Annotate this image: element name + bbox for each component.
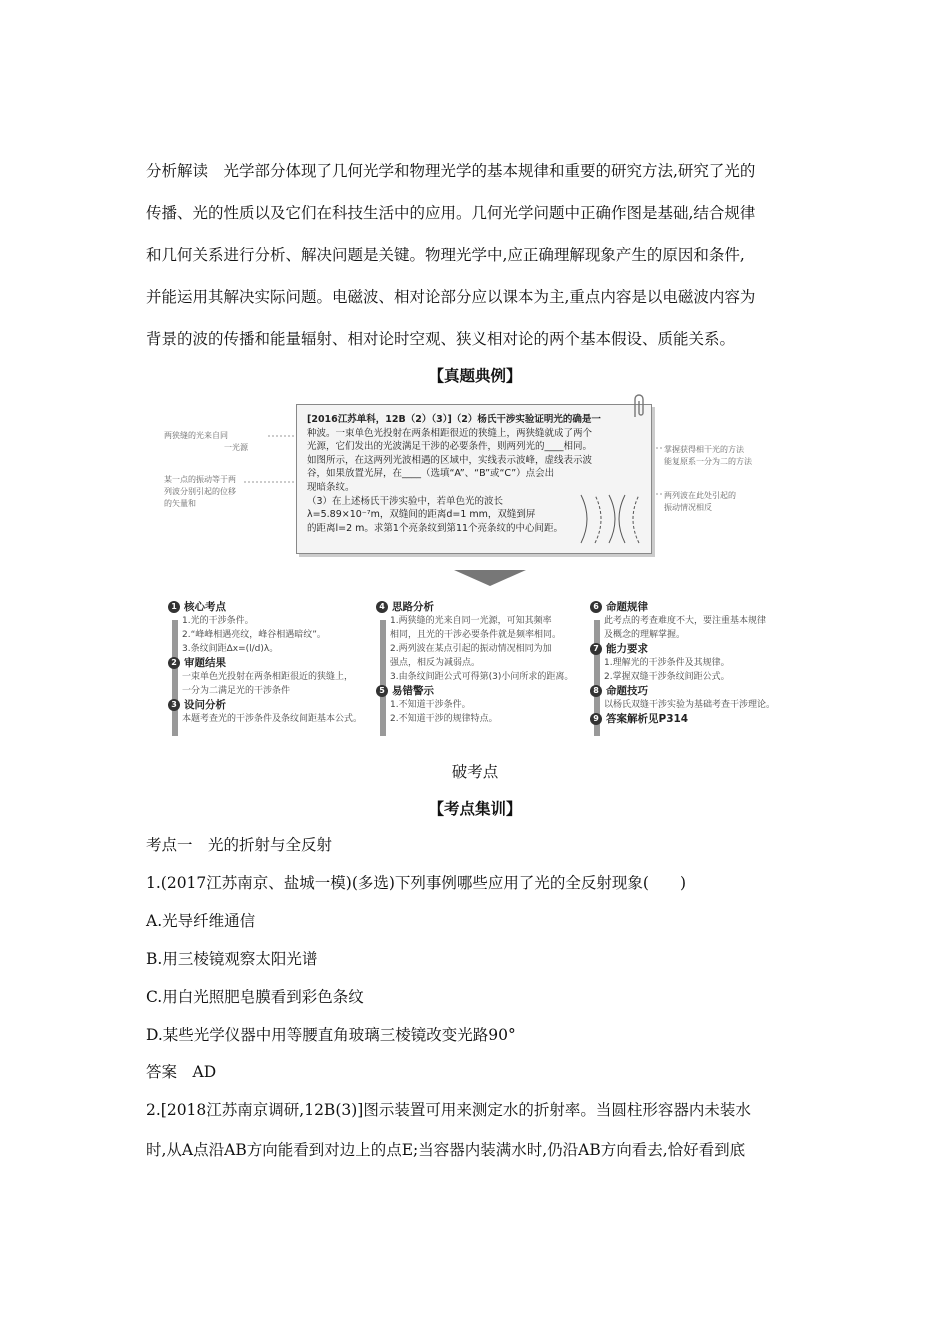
analysis-column-3 [590,600,786,726]
down-arrow-icon [454,570,526,586]
step-heading: 3 设问分析 [168,698,368,712]
step-item: 1.理解光的干涉条件及其规律。 [604,658,730,668]
example-figure [164,388,786,748]
step-heading: 2 审题结果 [168,656,368,670]
step-heading: 4 思路分析 [376,600,586,614]
step-item: 1.两狭缝的光来自同一光源，可知其频率 [390,616,552,626]
step-item: 及概念的理解掌握。 [604,630,686,640]
step-heading: 6 命题规律 [590,600,786,614]
exam-question-card [296,404,652,554]
step-heading: 7 能力要求 [590,642,786,656]
card-line: （3）在上述杨氏干涉实验中，若单色光的波长 [307,495,504,507]
section-heading-pokaodian: 破考点 [451,763,499,781]
analysis-column-1 [168,600,368,726]
step-heading: 8 命题技巧 [590,684,786,698]
card-line: 现暗条纹。 [307,481,355,493]
step-item: 1.不知道干涉条件。 [390,700,471,710]
question-1-answer: 答案 AD [146,1063,217,1081]
card-line: 如图所示，在这两列光波相遇的区域中，实线表示波峰，虚线表示波 [307,454,593,466]
card-line: 光源，它们发出的光波满足干涉的必要条件，则两列光的____相同。 [307,441,593,453]
step-item: 本题考查光的干涉条件及条纹间距基本公式。 [182,714,363,724]
question-2-line: 时,从A点沿AB方向能看到对边上的点E;当容器内装满水时,仍沿AB方向看去,恰好看到底 [146,1141,746,1159]
step-item: 2.两列波在某点引起的振动情况相同为加 [390,644,552,654]
card-line: [2016江苏单科，12B（2）（3）]（2）杨氏干涉实验证明光的确是一 [307,414,601,425]
card-line: λ=5.89×10⁻⁷m，双缝间的距离d=1 mm，双缝到屏 [307,509,536,521]
topic-heading: 考点一 光的折射与全反射 [146,836,333,854]
question-1-stem: 1.(2017江苏南京、盐城一模)(多选)下列事例哪些应用了光的全反射现象( ) [146,874,687,892]
section-heading-jixun: 【考点集训】 [428,799,522,818]
step-item: 2.不知道干涉的规律特点。 [390,714,498,724]
section-heading-zhenti: 【真题典例】 [428,366,522,385]
step-heading: 9 答案解析见P314 [590,712,786,726]
step-item: 以杨氏双缝干涉实验为基础考查干涉理论。 [604,700,776,710]
analysis-line: 分析解读 光学部分体现了几何光学和物理光学的基本规律和重要的研究方法,研究了光的 [146,162,756,180]
step-item: 2.“峰峰相遇亮纹，峰谷相遇暗纹”。 [182,630,326,640]
question-1-option-d: D.某些光学仪器中用等腰直角玻璃三棱镜改变光路90° [146,1026,516,1044]
note-left-2: 某一点的振动等于两 列波分别引起的位移 的矢量和 [164,475,236,508]
question-2-line: 2.[2018江苏南京调研,12B(3)]图示装置可用来测定水的折射率。当圆柱形容器内未装水 [146,1101,751,1119]
question-1-option-c: C.用白光照肥皂膜看到彩色条纹 [146,988,364,1006]
step-item: 一束单色光投射在两条相距很近的狭缝上， [182,672,354,682]
card-line: 的距离l=2 m。求第1个亮条纹到第11个亮条纹的中心间距。 [307,522,564,534]
analysis-line: 和几何关系进行分析、解决问题是关键。物理光学中,应正确理解现象产生的原因和条件, [146,246,745,264]
card-line: 种波。一束单色光投射在两条相距很近的狭缝上，两狭缝就成了两个 [307,427,593,439]
analysis-line: 传播、光的性质以及它们在科技生活中的应用。几何光学问题中正确作图是基础,结合规律 [146,204,756,222]
step-item: 强点，相反为减弱点。 [390,658,481,668]
card-line: 谷，如果放置光屏，在____（选填“A”、“B”或“C”）点会出 [307,468,555,480]
analysis-column-2 [376,600,586,726]
step-item: 2.掌握双缝干涉条纹间距公式。 [604,672,730,682]
step-heading: 5 易错警示 [376,684,586,698]
note-left-1: 两狭缝的光来自同 一光源 [164,431,248,452]
step-item: 此考点的考查难度不大，要注重基本规律 [604,616,767,626]
note-right-2: 两列波在此处引起的 振动情况相反 [664,491,736,512]
note-right-1: 掌握获得相干光的方法 能复原系一分为二的方法 [664,445,752,466]
analysis-line: 并能运用其解决实际问题。电磁波、相对论部分应以课本为主,重点内容是以电磁波内容为 [146,288,756,306]
step-item: 相同，且光的干涉必要条件就是频率相同。 [390,630,562,640]
step-item: 3.条纹间距Δx=(l/d)λ。 [182,644,279,654]
wave-diagram-icon [573,491,643,547]
step-item: 一分为二满足光的干涉条件 [182,686,291,696]
analysis-line: 背景的波的传播和能量辐射、相对论时空观、狭义相对论的两个基本假设、质能关系。 [146,330,736,348]
question-1-option-b: B.用三棱镜观察太阳光谱 [146,950,318,968]
question-1-option-a: A.光导纤维通信 [146,912,256,930]
step-item: 1.光的干涉条件。 [182,616,254,626]
analysis-paragraph [146,150,806,360]
step-item: 3.由条纹间距公式可得第(3)小问所求的距离。 [390,672,574,682]
step-heading: 1 核心考点 [168,600,368,614]
paperclip-icon [629,393,647,419]
